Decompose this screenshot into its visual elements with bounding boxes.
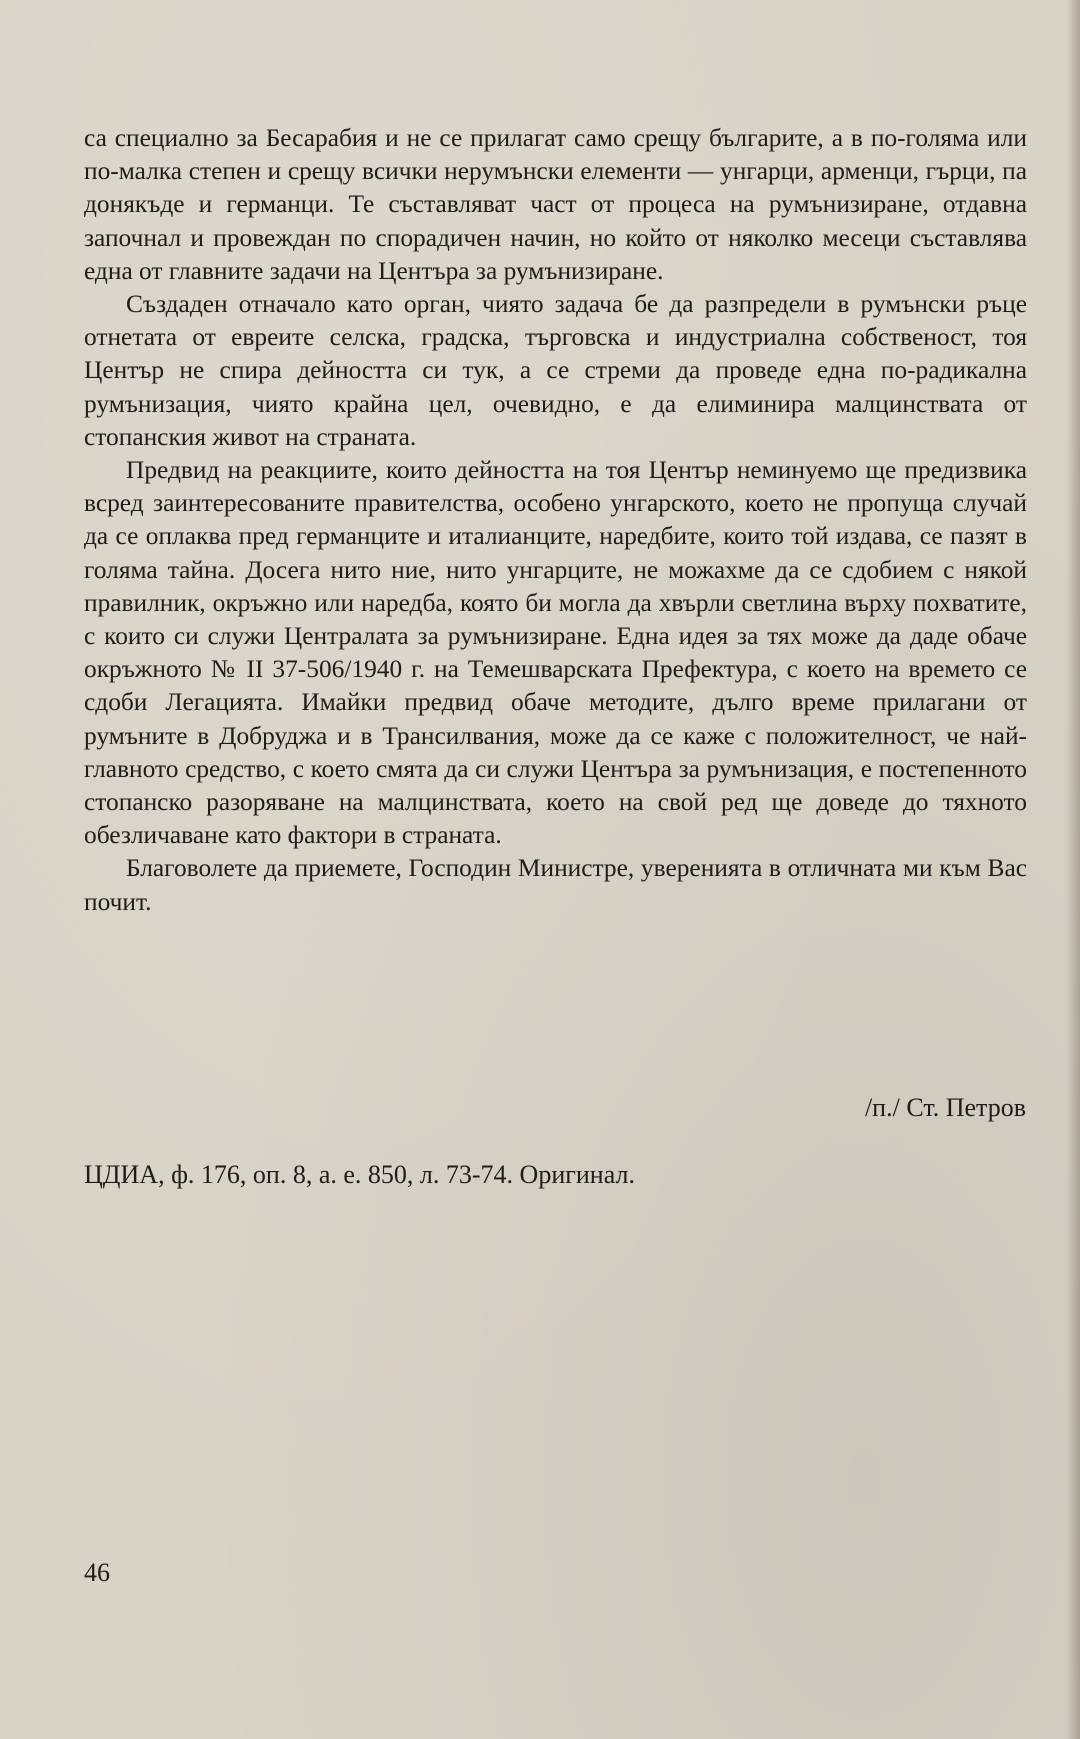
paragraph-closing-courtesy: Благоволете да приемете, Господин Министре, уверенията в отличната ми към Вас почит. xyxy=(84,854,1027,916)
paragraph-reactions: Предвид на реакциите, които дейността на тоя Център неминуемо ще предизвика всред заинтересованите правителства, особено унгарското, което не пропуща случай да се оплаква пред германците и италианците, наредбите, които той издава, се пазят в голяма тайна. Досега нито ние, нито унгарците, не можахме да се сдобием с някой правилник, окръжно или наредба, която би могла да хвърли светлина върху похватите, с които си служи Централата за румънизиране. Една идея за тях може да даде обаче окръжното № II 37-506/1940 г. на Темешварската Префектура, с което на времето се сдоби Легацията. Имайки предвид обаче методите, дълго време прилагани от румъните в Добруджа и в Трансилвания, може да се каже с положителност, че най-главното средство, с което смята да си служи Центъра за румънизация, е постепенното стопанско разоряване на малцинствата, което на свой ред ще доведе до тяхното обезличаване като фактори в страната. xyxy=(84,456,1027,850)
page-number: 46 xyxy=(84,1558,110,1587)
archive-source-reference: ЦДИА, ф. 176, оп. 8, а. е. 850, л. 73-74. Оригинал. xyxy=(84,1160,635,1189)
page-edge-shadow xyxy=(1066,0,1080,1739)
paragraph-romanization-center: Създаден отначало като орган, чиято задача бе да разпредели в румънски ръце отнетата от евреите селска, градска, търговска и индустриална собственост, тоя Център не спира дейността си тук, а се стреми да проведе една по-радикална румънизация, чиято крайна цел, очевидно, е да елиминира малцинствата от стопанския живот на страната. xyxy=(84,290,1027,451)
paragraph-continuation: са специално за Бесарабия и не се прилагат само срещу българите, а в по-голяма или по-малка степен и срещу всички нерумънски елементи — унгарци, арменци, гърци, па донякъде и германци. Те съставляват част от процеса на румънизиране, отдавна започнал и провеждан по спорадичен начин, но който от няколко месеци съставлява една от главните задачи на Центъра за румънизиране. xyxy=(84,124,1027,285)
signature: /п./ Ст. Петров xyxy=(864,1093,1026,1122)
body-text xyxy=(84,122,1027,919)
